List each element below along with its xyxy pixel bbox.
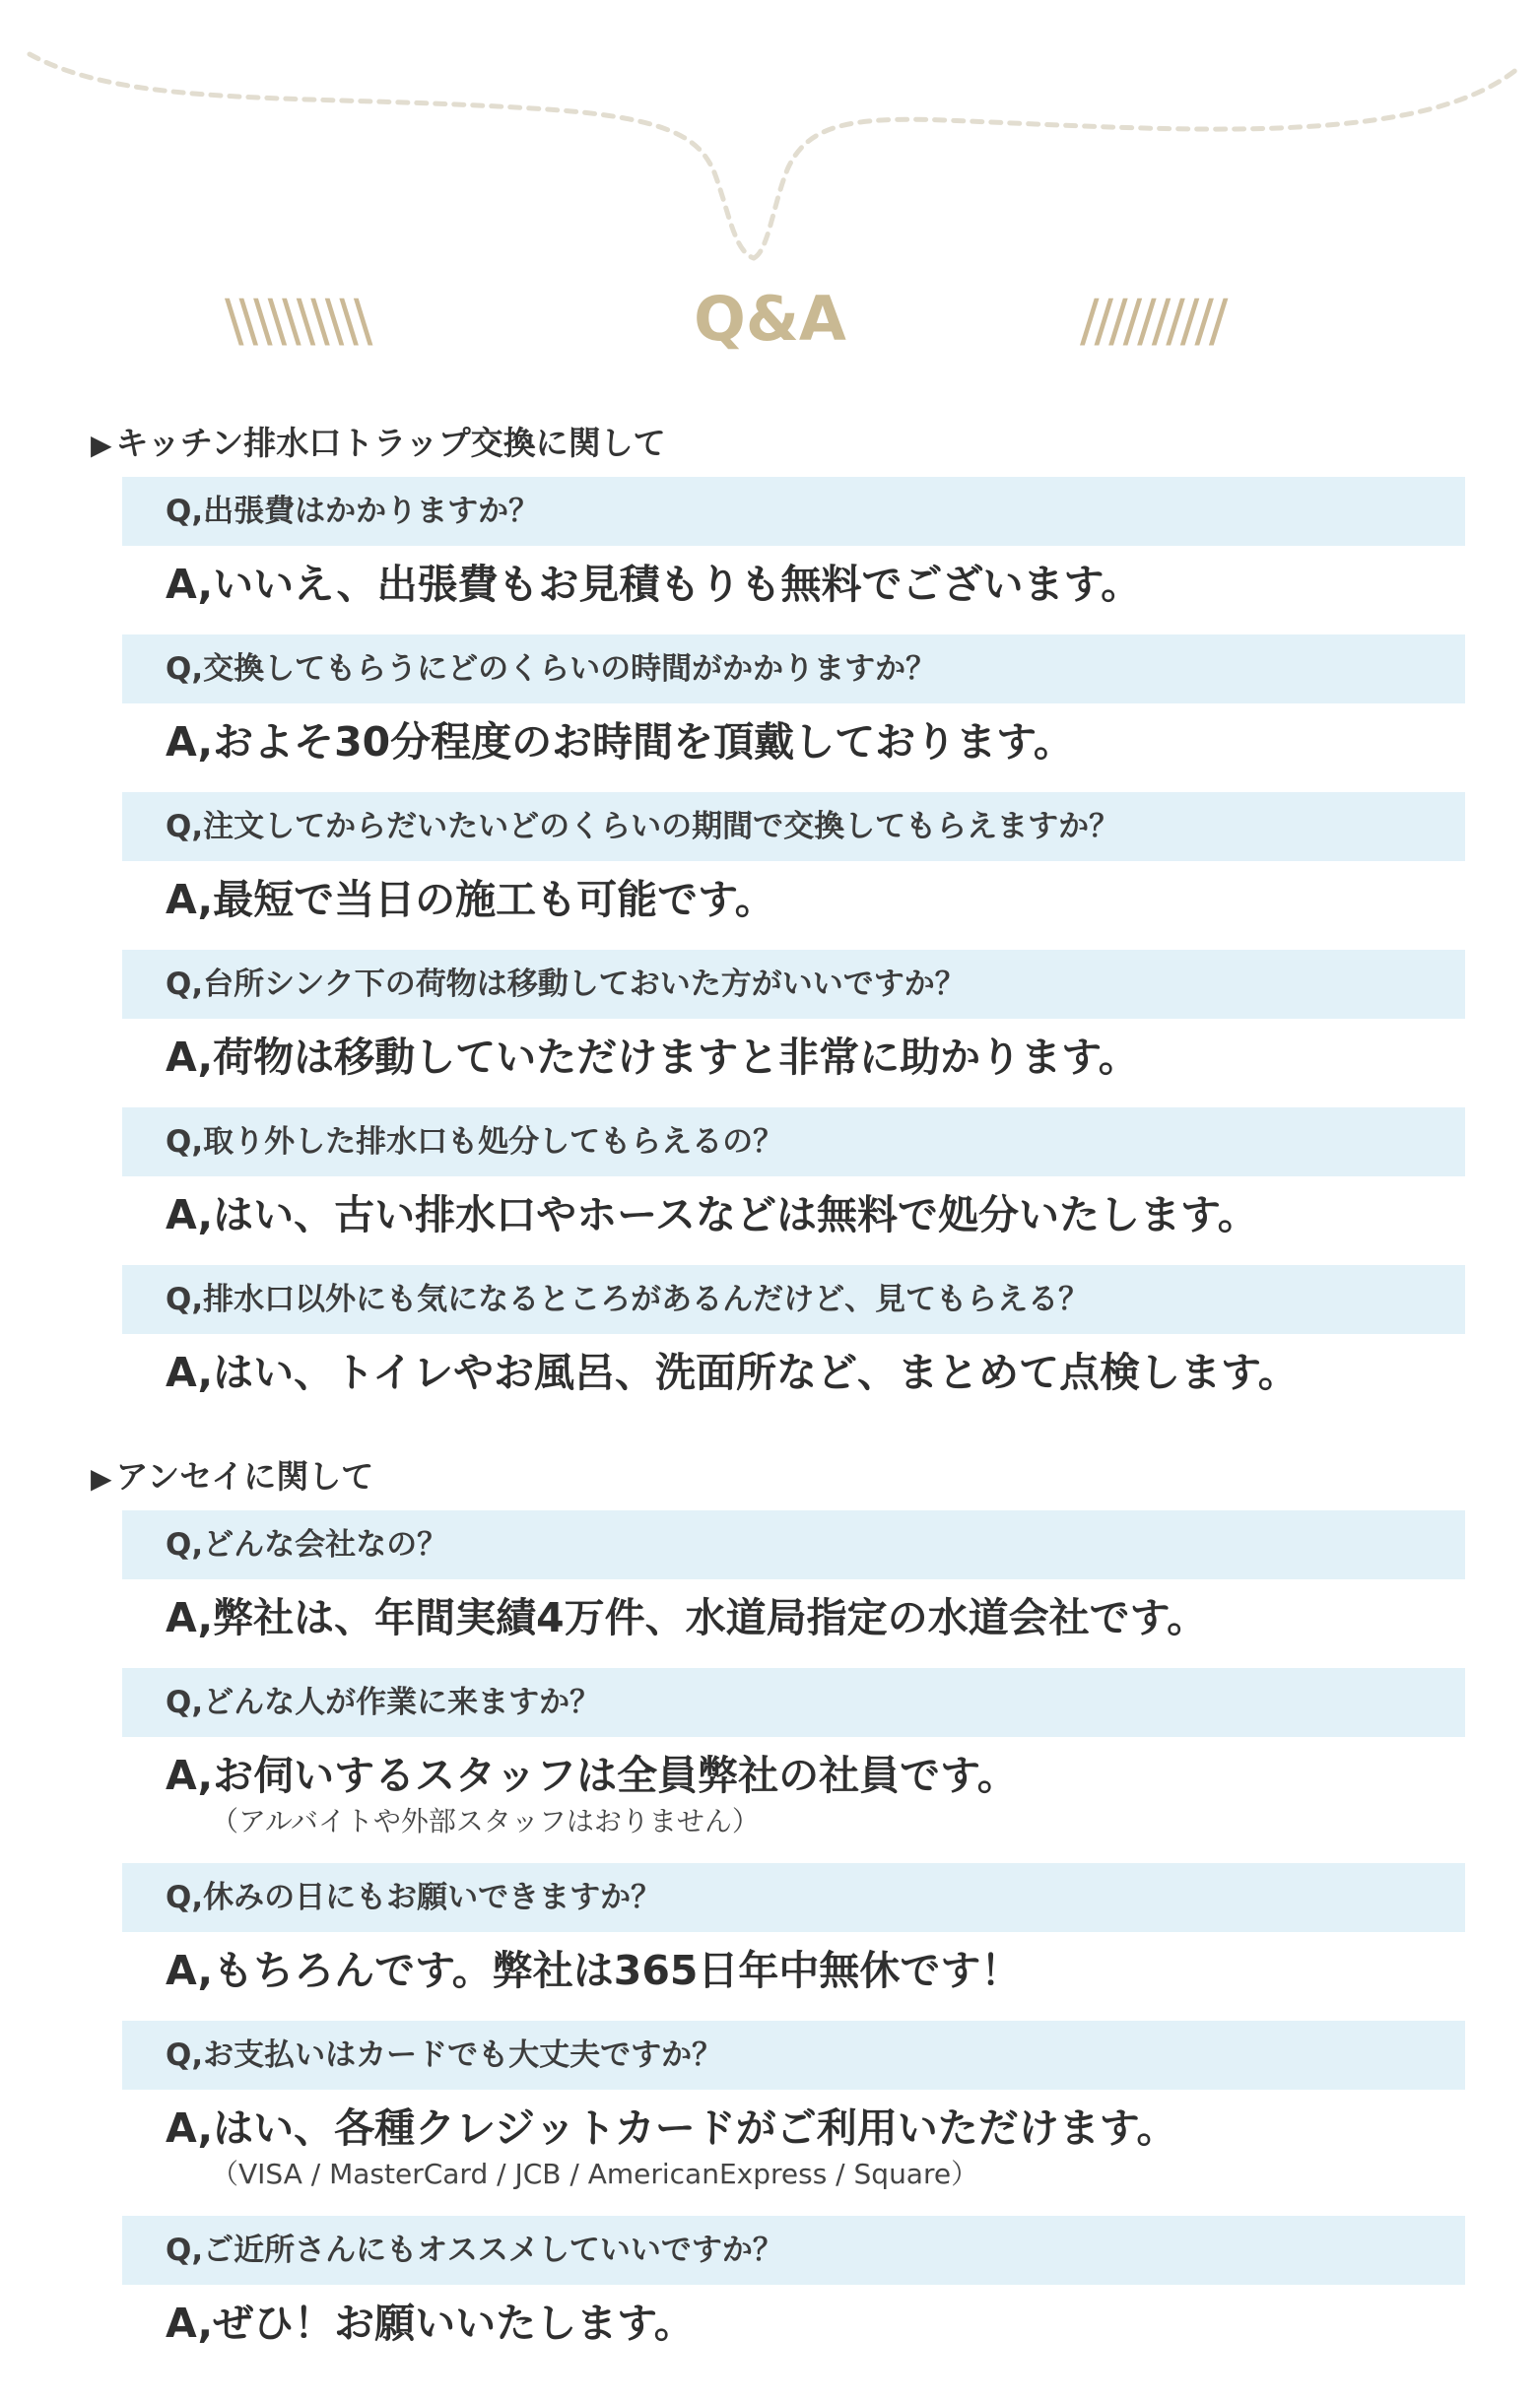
question-bar: Q,台所シンク下の荷物は移動しておいた方がいいですか？ — [122, 950, 1465, 1019]
faq-section-company — [91, 1455, 1465, 2373]
question-bar: Q,出張費はかかりますか？ — [122, 477, 1465, 546]
answer-text: A,お伺いするスタッフは全員弊社の社員です。 — [166, 1752, 1018, 1799]
dotted-swoosh-decoration — [0, 0, 1540, 296]
hatch-decoration-right: ////////// — [1080, 287, 1224, 354]
faq-section-drain-trap — [91, 422, 1465, 1423]
question-bar: Q,どんな会社なの？ — [122, 1510, 1465, 1579]
answer-text: A,もちろんです。弊社は365日年中無休です！ — [166, 1947, 1022, 1994]
question-bar: Q,ご近所さんにもオススメしていいですか？ — [122, 2216, 1465, 2285]
qa-item — [122, 1265, 1465, 1423]
qa-item — [122, 2216, 1465, 2373]
triangle-bullet-icon: ▶ — [91, 1462, 112, 1495]
qa-item — [122, 477, 1465, 634]
page-title: Q&A — [694, 283, 846, 355]
hatch-decoration-left: \\\\\\\\\\ — [225, 287, 368, 354]
answer-note: （VISA / MasterCard / JCB / AmericanExpress / Square） — [211, 2158, 979, 2190]
qa-item — [122, 2021, 1465, 2216]
answer-text: A,およそ30分程度のお時間を頂戴しております。 — [166, 718, 1074, 766]
qa-item — [122, 1107, 1465, 1265]
qa-item — [122, 634, 1465, 792]
answer-text: A,はい、古い排水口やホースなどは無料で処分いたします。 — [166, 1191, 1258, 1238]
qa-item — [122, 950, 1465, 1107]
question-bar: Q,排水口以外にも気になるところがあるんだけど、見てもらえる？ — [122, 1265, 1465, 1334]
question-bar: Q,取り外した排水口も処分してもらえるの？ — [122, 1107, 1465, 1176]
question-bar: Q,どんな人が作業に来ますか？ — [122, 1668, 1465, 1737]
section-heading — [91, 422, 1465, 465]
question-bar: Q,休みの日にもお願いできますか？ — [122, 1863, 1465, 1932]
qa-item — [122, 792, 1465, 950]
answer-note: （アルバイトや外部スタッフはおりません） — [211, 1805, 760, 1837]
qa-item — [122, 1863, 1465, 2021]
qa-item — [122, 1510, 1465, 1668]
triangle-bullet-icon: ▶ — [91, 429, 112, 461]
qa-item — [122, 1668, 1465, 1863]
answer-text: A,はい、トイレやお風呂、洗面所など、まとめて点検します。 — [166, 1349, 1299, 1396]
question-bar: Q,お支払いはカードでも大丈夫ですか？ — [122, 2021, 1465, 2090]
answer-block — [122, 2090, 1465, 2216]
section-heading-text: キッチン排水口トラップ交換に関して — [115, 424, 666, 462]
answer-text: A,荷物は移動していただけますと非常に助かります。 — [166, 1034, 1139, 1081]
answer-text: A,ぜひ！お願いいたします。 — [166, 2300, 695, 2347]
section-heading-text: アンセイに関して — [115, 1457, 374, 1496]
answer-text: A,いいえ、出張費もお見積もりも無料でございます。 — [166, 561, 1142, 608]
answer-text: A,はい、各種クレジットカードがご利用いただけます。 — [166, 2104, 1177, 2152]
question-bar: Q,注文してからだいたいどのくらいの期間で交換してもらえますか？ — [122, 792, 1465, 861]
question-bar: Q,交換してもらうにどのくらいの時間がかかりますか？ — [122, 634, 1465, 703]
answer-block — [122, 1737, 1465, 1863]
answer-text: A,最短で当日の施工も可能です。 — [166, 876, 775, 923]
section-heading — [91, 1455, 1465, 1499]
answer-text: A,弊社は、年間実績4万件、水道局指定の水道会社です。 — [166, 1594, 1208, 1641]
